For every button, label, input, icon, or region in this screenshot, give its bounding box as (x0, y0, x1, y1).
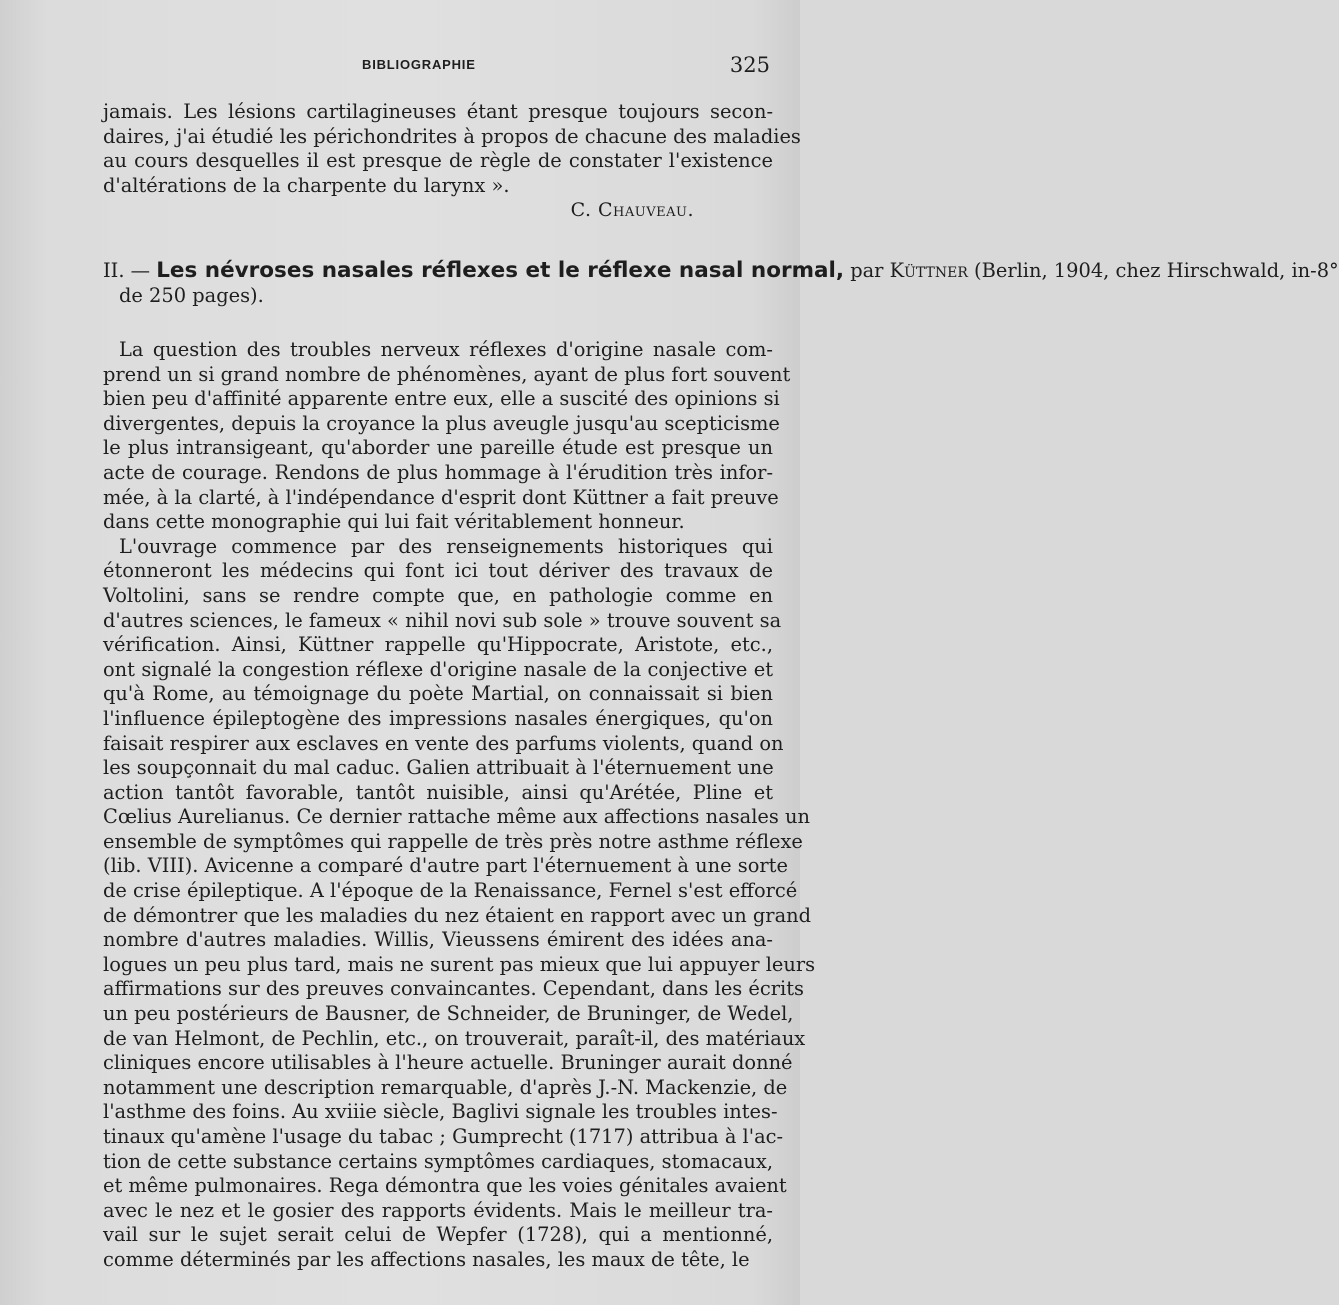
text-line: au cours desquelles il est presque de règle de constater l'existence (103, 149, 773, 173)
text-line: vail sur le sujet serait celui de Wepfer (1728), qui a mentionné, (103, 1223, 773, 1247)
text-line: de crise épileptique. A l'époque de la Renaissance, Fernel s'est efforcé (103, 879, 798, 903)
text-line: de démontrer que les maladies du nez étaient en rapport avec un grand (103, 903, 812, 927)
running-head-title: BIBLIOGRAPHIE (362, 57, 476, 72)
page-number: 325 (729, 53, 770, 77)
entry-title: Les névroses nasales réflexes et le réflexe nasal normal, (156, 258, 845, 283)
text-line: Cœlius Aurelianus. Ce dernier rattache même aux affections nasales un (103, 805, 810, 829)
text-line: d'autres sciences, le fameux « nihil novi sub sole » trouve souvent sa (103, 608, 782, 632)
text-line: action tantôt favorable, tantôt nuisible, ainsi qu'Arétée, Pline et (103, 780, 773, 804)
text-line: La question des troubles nerveux réflexes d'origine nasale com- (119, 338, 773, 361)
text-line: divergentes, depuis la croyance la plus aveugle jusqu'au scepticisme (103, 411, 780, 435)
text-line: logues un peu plus tard, mais ne surent pas mieux que lui appuyer leurs (103, 952, 816, 976)
running-head (0, 55, 800, 79)
text-line: étonneront les médecins qui font ici tout dériver des travaux de (103, 559, 773, 583)
text-line: affirmations sur des preuves convaincantes. Cependant, dans les écrits (103, 977, 804, 1001)
text-line: ensemble de symptômes qui rappelle de très près notre asthme réflexe (103, 829, 803, 853)
text-line: et même pulmonaires. Rega démontra que les voies génitales avaient (103, 1174, 787, 1198)
text-line: acte de courage. Rendons de plus hommage à l'érudition très infor- (103, 460, 773, 484)
text-line: avec le nez et le gosier des rapports évidents. Mais le meilleur tra- (103, 1198, 773, 1222)
text-line: jamais. Les lésions cartilagineuses étant presque toujours secon- (103, 100, 773, 123)
text-line: notamment une description remarquable, d'après J.-N. Mackenzie, de (103, 1075, 788, 1099)
text-line: vérification. Ainsi, Küttner rappelle qu'Hippocrate, Aristote, etc., (103, 633, 773, 657)
text-line: dans cette monographie qui lui fait véritablement honneur. (103, 510, 685, 534)
text-line: mée, à la clarté, à l'indépendance d'esprit dont Küttner a fait preuve (103, 485, 779, 509)
entry-number: II. — (103, 259, 151, 282)
text-line: de van Helmont, de Pechlin, etc., on trouverait, paraît-il, des matériaux (103, 1026, 806, 1050)
bibliography-entry (103, 258, 1339, 308)
text-line: d'altérations de la charpente du larynx ». (103, 173, 510, 197)
text-line: prend un si grand nombre de phénomènes, ayant de plus fort souvent (103, 362, 791, 386)
text-line: daires, j'ai étudié les périchondrites à propos de chacune des maladies (103, 124, 801, 148)
entry-author-prefix: par (850, 259, 884, 282)
text-line: cliniques encore utilisables à l'heure actuelle. Bruninger aurait donné (103, 1051, 793, 1075)
text-line: tion de cette substance certains symptômes cardiaques, stomacaux, (103, 1149, 773, 1173)
text-line: (lib. VIII). Avicenne a comparé d'autre part l'éternuement à une sorte (103, 854, 788, 878)
entry-publication: (Berlin, 1904, chez Hirschwald, in-8° (974, 259, 1339, 282)
entry-publication-continued: de 250 pages). (119, 284, 264, 307)
text-line: L'ouvrage commence par des renseignements historiques qui (119, 534, 773, 558)
text-line: tinaux qu'amène l'usage du tabac ; Gumprecht (1717) attribua à l'ac- (103, 1125, 784, 1148)
text-line: l'influence épileptogène des impressions nasales énergiques, qu'on (103, 706, 773, 730)
text-line: qu'à Rome, au témoignage du poète Martial, on connaissait si bien (103, 682, 773, 706)
text-line: faisait respirer aux esclaves en vente des parfums violents, quand on (103, 731, 784, 755)
text-line: un peu postérieurs de Bausner, de Schneider, de Bruninger, de Wedel, (103, 1002, 794, 1026)
text-line: l'asthme des foins. Au xviiie siècle, Baglivi signale les troubles intes- (103, 1100, 778, 1124)
text-line: nombre d'autres maladies. Willis, Vieussens émirent des idées ana- (103, 928, 773, 952)
previous-review-ending (103, 100, 801, 198)
text-line: bien peu d'affinité apparente entre eux, elle a suscité des opinions si (103, 387, 780, 411)
text-line: comme déterminés par les affections nasales, les maux de tête, le (103, 1247, 750, 1271)
text-line: Voltolini, sans se rendre compte que, en pathologie comme en (103, 583, 773, 607)
text-line: le plus intransigeant, qu'aborder une pareille étude est presque un (103, 436, 773, 460)
text-line: les soupçonnait du mal caduc. Galien attribuait à l'éternuement une (103, 756, 774, 780)
review-signature: C. Chauveau. (570, 199, 694, 221)
text-line: ont signalé la congestion réflexe d'origine nasale de la conjective et (103, 657, 773, 681)
review-body (103, 338, 816, 1273)
entry-author: Küttner (889, 259, 968, 282)
